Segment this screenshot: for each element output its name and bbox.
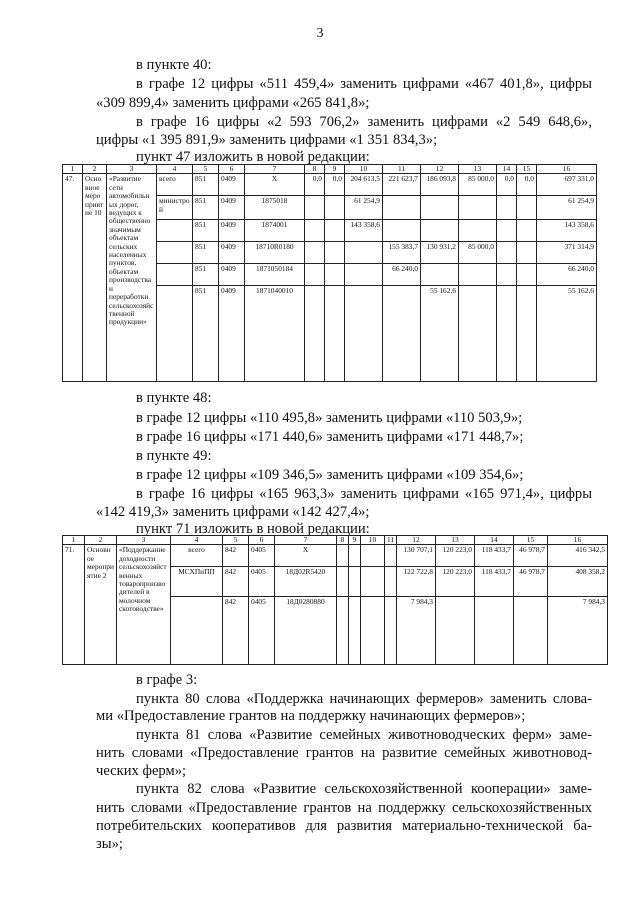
- table-cell: 0409: [219, 264, 245, 286]
- table-cell: [305, 220, 325, 242]
- table-cell: 66 240,0: [537, 264, 597, 286]
- table-cell: [385, 545, 397, 567]
- measure-description: «Развитие сети автомобильных дорог, ведущих к общественно значимым объектам сельских населенных пунктов, объектам производства и переработки сельскохозяйственной продукции»: [107, 174, 157, 382]
- table-cell: 55 162,6: [537, 286, 597, 382]
- table-cell: [497, 286, 517, 382]
- g3-p80-line2: ми «Предоставление грантов на поддержку начинающих фермеров»;: [96, 708, 526, 724]
- col-header: 12: [421, 165, 459, 174]
- p49-line2: в графе 16 цифры «165 963,3» заменить цифрами «165 971,4», цифры: [136, 486, 592, 502]
- table-cell: 120 223,0: [436, 545, 475, 567]
- col-header: 13: [436, 536, 475, 545]
- table-cell: [383, 196, 421, 220]
- p40-line3: в графе 16 цифры «2 593 706,2» заменить цифрами «2 549 648,6»,: [136, 114, 592, 130]
- p49-line4: пункт 71 изложить в новой редакции:: [136, 521, 370, 537]
- table-item-47: [62, 164, 597, 382]
- table-cell: 186 093,8: [421, 174, 459, 196]
- table-cell: [361, 545, 385, 567]
- table-cell: [349, 567, 361, 597]
- col-header: 2: [85, 536, 117, 545]
- table-cell: [421, 264, 459, 286]
- g3-p82-line4: зы»;: [96, 836, 123, 852]
- col-header: 8: [305, 165, 325, 174]
- table-cell: министрой: [157, 196, 193, 220]
- table-cell: 851: [193, 286, 219, 382]
- g3-p82-line2: нить словами «Предоставление грантов на поддержку сельскохозяйственных: [96, 800, 592, 816]
- table-cell: [349, 597, 361, 665]
- table-cell: 416 342,5: [548, 545, 608, 567]
- table-cell: 118 433,7: [475, 567, 514, 597]
- table-header-row: [63, 165, 597, 174]
- col-header: 5: [193, 165, 219, 174]
- table-cell: 1871040010: [245, 286, 305, 382]
- table-cell: [475, 597, 514, 665]
- table-cell: 85 000,0: [459, 242, 497, 264]
- col-header: 11: [385, 536, 397, 545]
- table-cell: [497, 242, 517, 264]
- table-cell: [497, 264, 517, 286]
- col-header: 14: [497, 165, 517, 174]
- measure-name: Основное мероприятие 2: [85, 545, 117, 665]
- table-cell: 0,0: [497, 174, 517, 196]
- col-header: 16: [548, 536, 608, 545]
- g3-p82-line1: пункта 82 слова «Развитие сельскохозяйственной кооперации» заме-: [136, 781, 592, 797]
- col-header: 12: [397, 536, 436, 545]
- table-cell: 1871050184: [245, 264, 305, 286]
- col-header: 7: [275, 536, 337, 545]
- table-cell: 18Д0280880: [275, 597, 337, 665]
- table-row: [63, 174, 597, 196]
- col-header: 10: [345, 165, 383, 174]
- table-cell: 0409: [219, 220, 245, 242]
- table-cell: 851: [193, 196, 219, 220]
- table-cell: [361, 567, 385, 597]
- table-cell: 408 358,2: [548, 567, 608, 597]
- col-header: 3: [107, 165, 157, 174]
- table-cell: [325, 220, 345, 242]
- table-cell: 18710R0180: [245, 242, 305, 264]
- table-cell: 46 978,7: [514, 545, 548, 567]
- table-cell: 122 722,8: [397, 567, 436, 597]
- table-cell: [157, 264, 193, 286]
- table-cell: 0409: [219, 286, 245, 382]
- table-cell: [385, 597, 397, 665]
- table-cell: 7 984,3: [548, 597, 608, 665]
- table-cell: 204 613,5: [345, 174, 383, 196]
- table-cell: [325, 242, 345, 264]
- table-cell: 0409: [219, 196, 245, 220]
- row-number: 71.: [63, 545, 85, 665]
- table-item-71: [62, 535, 608, 665]
- col-header: 11: [383, 165, 421, 174]
- table-cell: [305, 242, 325, 264]
- table-cell: [325, 286, 345, 382]
- table-cell: 1875018: [245, 196, 305, 220]
- table-cell: 851: [193, 264, 219, 286]
- table-cell: 0409: [219, 242, 245, 264]
- col-header: 1: [63, 536, 85, 545]
- table-cell: [497, 196, 517, 220]
- table-cell: 61 254,9: [345, 196, 383, 220]
- table-cell: 143 358,6: [537, 220, 597, 242]
- col-header: 7: [245, 165, 305, 174]
- table-cell: 7 984,3: [397, 597, 436, 665]
- table-cell: [337, 567, 349, 597]
- table-cell: [325, 264, 345, 286]
- table-cell: [514, 597, 548, 665]
- table-cell: 0405: [249, 567, 275, 597]
- col-header: 10: [361, 536, 385, 545]
- table-cell: [459, 220, 497, 242]
- col-header: 13: [459, 165, 497, 174]
- table-cell: [385, 567, 397, 597]
- table-cell: 851: [193, 242, 219, 264]
- measure-description: «Поддержание доходности сельскохозяйственных товаропроизводителей в молочном скотоводстве»: [117, 545, 171, 665]
- col-header: 15: [517, 165, 537, 174]
- table-cell: 130 707,1: [397, 545, 436, 567]
- table-cell: 18Д02R5420: [275, 567, 337, 597]
- table-cell: 143 358,6: [345, 220, 383, 242]
- table-cell: [305, 196, 325, 220]
- col-header: 16: [537, 165, 597, 174]
- g3-p82-line3: потребительских кооперативов для развития материально-технической ба-: [96, 818, 592, 834]
- table-cell: [171, 597, 223, 665]
- table-cell: 0,0: [305, 174, 325, 196]
- table-cell: Х: [245, 174, 305, 196]
- table-cell: [421, 220, 459, 242]
- p49-line3: «142 419,3» заменить цифрами «142 427,4»;: [96, 504, 370, 520]
- table-cell: 85 000,0: [459, 174, 497, 196]
- col-header: 4: [157, 165, 193, 174]
- table-cell: [361, 597, 385, 665]
- table-cell: 0,0: [517, 174, 537, 196]
- table-header-row: [63, 536, 608, 545]
- p49-intro: в пункте 49:: [136, 448, 212, 464]
- table-cell: 61 254,9: [537, 196, 597, 220]
- p40-line1: в графе 12 цифры «511 459,4» заменить цифрами «467 401,8», цифры: [136, 76, 592, 92]
- p40-line5: пункт 47 изложить в новой редакции:: [136, 149, 370, 165]
- table-cell: [383, 220, 421, 242]
- table-cell: 851: [193, 174, 219, 196]
- table-cell: [517, 264, 537, 286]
- p40-intro: в пункте 40:: [136, 57, 212, 73]
- table-cell: [459, 286, 497, 382]
- p48-intro: в пункте 48:: [136, 390, 212, 406]
- col-header: 3: [117, 536, 171, 545]
- table-cell: 55 162,6: [421, 286, 459, 382]
- table-cell: [517, 220, 537, 242]
- table-cell: 851: [193, 220, 219, 242]
- table-cell: 371 314,9: [537, 242, 597, 264]
- table-cell: [383, 286, 421, 382]
- table-cell: [517, 286, 537, 382]
- p40-line4: цифры «1 395 891,9» заменить цифрами «1 351 834,3»;: [96, 132, 438, 148]
- table-cell: 221 623,7: [383, 174, 421, 196]
- g3-p81-line2: нить словами «Предоставление грантов на развитие семейных животновод-: [96, 745, 592, 761]
- table-cell: 0405: [249, 597, 275, 665]
- table-cell: 1874001: [245, 220, 305, 242]
- table-cell: [345, 286, 383, 382]
- table-cell: [345, 242, 383, 264]
- col-header: 2: [83, 165, 107, 174]
- p48-line2: в графе 16 цифры «171 440,6» заменить цифрами «171 448,7»;: [136, 429, 524, 445]
- p48-line1: в графе 12 цифры «110 495,8» заменить цифрами «110 503,9»;: [136, 410, 523, 426]
- table-cell: [436, 597, 475, 665]
- table-cell: [349, 545, 361, 567]
- table-cell: 842: [223, 597, 249, 665]
- col-header: 9: [349, 536, 361, 545]
- table-cell: [345, 264, 383, 286]
- table-cell: [325, 196, 345, 220]
- table-cell: 0,0: [325, 174, 345, 196]
- table-cell: Х: [275, 545, 337, 567]
- table-cell: всего: [157, 174, 193, 196]
- table-cell: 46 978,7: [514, 567, 548, 597]
- table-cell: [157, 242, 193, 264]
- p49-line1: в графе 12 цифры «109 346,5» заменить цифрами «109 354,6»;: [136, 467, 524, 483]
- table-cell: 130 931,2: [421, 242, 459, 264]
- p40-line2: «309 899,4» заменить цифрами «265 841,8»;: [96, 95, 370, 111]
- measure-name: Основное мероприятие 10: [83, 174, 107, 382]
- table-cell: 120 223,0: [436, 567, 475, 597]
- page-number: 3: [316, 26, 324, 41]
- table-cell: 842: [223, 567, 249, 597]
- table-cell: [421, 196, 459, 220]
- table-cell: 155 383,7: [383, 242, 421, 264]
- table-cell: всего: [171, 545, 223, 567]
- col-header: 4: [171, 536, 223, 545]
- table-cell: [305, 286, 325, 382]
- table-cell: [305, 264, 325, 286]
- row-number: 47.: [63, 174, 83, 382]
- table-cell: 118 433,7: [475, 545, 514, 567]
- col-header: 6: [219, 165, 245, 174]
- col-header: 5: [223, 536, 249, 545]
- col-header: 9: [325, 165, 345, 174]
- g3-intro: в графе 3:: [136, 672, 198, 688]
- col-header: 8: [337, 536, 349, 545]
- table-cell: 66 240,0: [383, 264, 421, 286]
- table-cell: [337, 545, 349, 567]
- table-cell: [517, 196, 537, 220]
- table-cell: 0409: [219, 174, 245, 196]
- col-header: 14: [475, 536, 514, 545]
- col-header: 15: [514, 536, 548, 545]
- table-cell: 842: [223, 545, 249, 567]
- table-cell: [459, 196, 497, 220]
- table-cell: [157, 286, 193, 382]
- g3-p81-line1: пункта 81 слова «Развитие семейных животноводческих ферм» заме-: [136, 727, 592, 743]
- table-cell: [497, 220, 517, 242]
- table-cell: 697 331,0: [537, 174, 597, 196]
- table-row: [63, 545, 608, 567]
- g3-p80-line1: пункта 80 слова «Поддержка начинающих фермеров» заменить слова-: [136, 691, 592, 707]
- table-cell: [157, 220, 193, 242]
- table-cell: [459, 264, 497, 286]
- g3-p81-line3: ческих ферм»;: [96, 763, 187, 779]
- table-cell: МСХПиПП: [171, 567, 223, 597]
- table-cell: 0405: [249, 545, 275, 567]
- col-header: 1: [63, 165, 83, 174]
- table-cell: [337, 597, 349, 665]
- table-cell: [517, 242, 537, 264]
- col-header: 6: [249, 536, 275, 545]
